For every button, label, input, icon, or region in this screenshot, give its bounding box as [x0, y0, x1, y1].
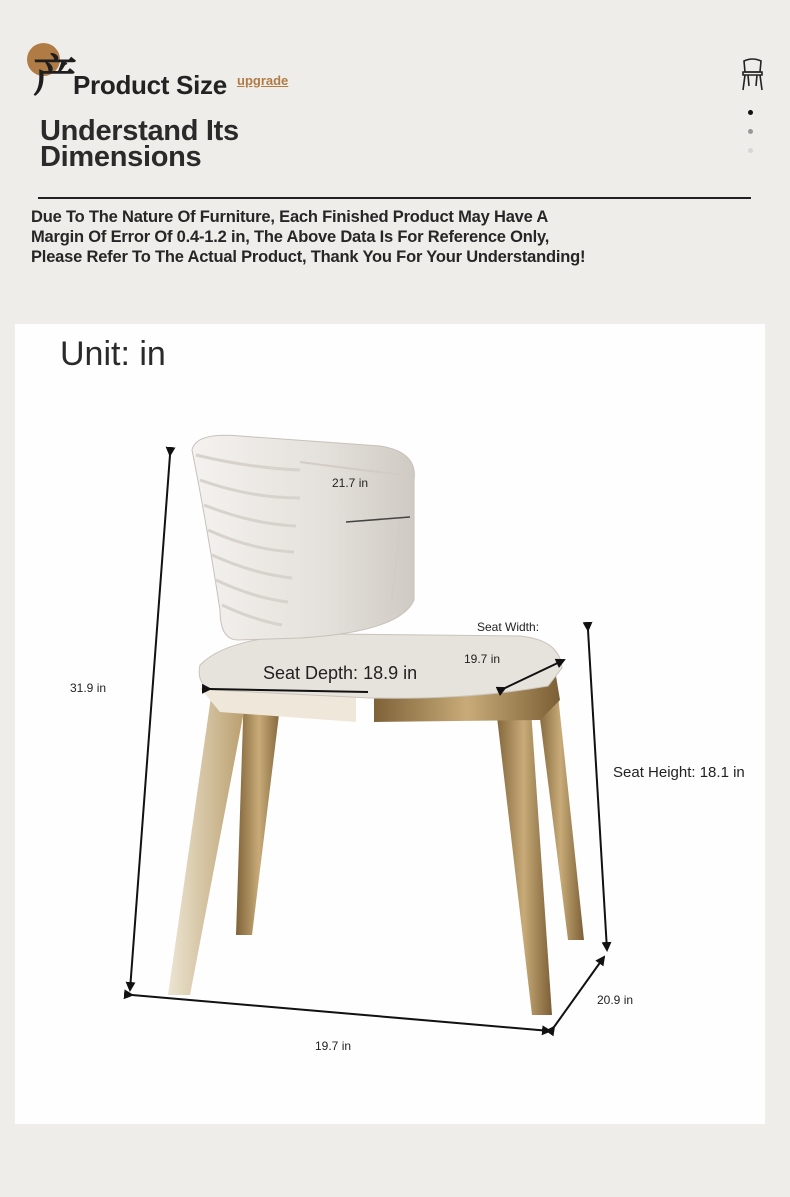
upgrade-link[interactable]: upgrade	[237, 73, 289, 88]
base-width-arrow	[132, 995, 550, 1031]
base-depth-arrow	[554, 957, 604, 1027]
seat-height-label: Seat Height: 18.1 in	[613, 764, 745, 781]
base-depth-label: 20.9 in	[597, 993, 634, 1007]
unit-label: Unit: in	[60, 335, 166, 373]
total-height-label: 31.9 in	[70, 681, 107, 695]
page-title: Product Size	[73, 70, 227, 100]
subtitle-line-1: Understand Its	[40, 115, 239, 147]
seat-depth-label: Seat Depth: 18.9 in	[263, 663, 418, 683]
backrest-width-label: 21.7 in	[332, 476, 369, 490]
base-width-label: 19.7 in	[315, 1039, 352, 1053]
chair-legs	[168, 690, 584, 1015]
seat-width-value: 19.7 in	[464, 652, 501, 666]
height-arrow	[130, 455, 170, 990]
subtitle-line-2: Dimensions	[40, 141, 202, 173]
disclaimer-text: Due To The Nature Of Furniture, Each Finished Product May Have A Margin Of Error Of 0.4-1.2 in, The Above Data Is For Reference Only, Please Refer To The Actual Product, Thank You For Your Understanding!	[31, 208, 586, 266]
backrest	[192, 435, 414, 640]
seat-width-title: Seat Width:	[477, 620, 540, 634]
header-glyph: 产	[33, 51, 77, 102]
seat-height-arrow	[588, 630, 607, 950]
